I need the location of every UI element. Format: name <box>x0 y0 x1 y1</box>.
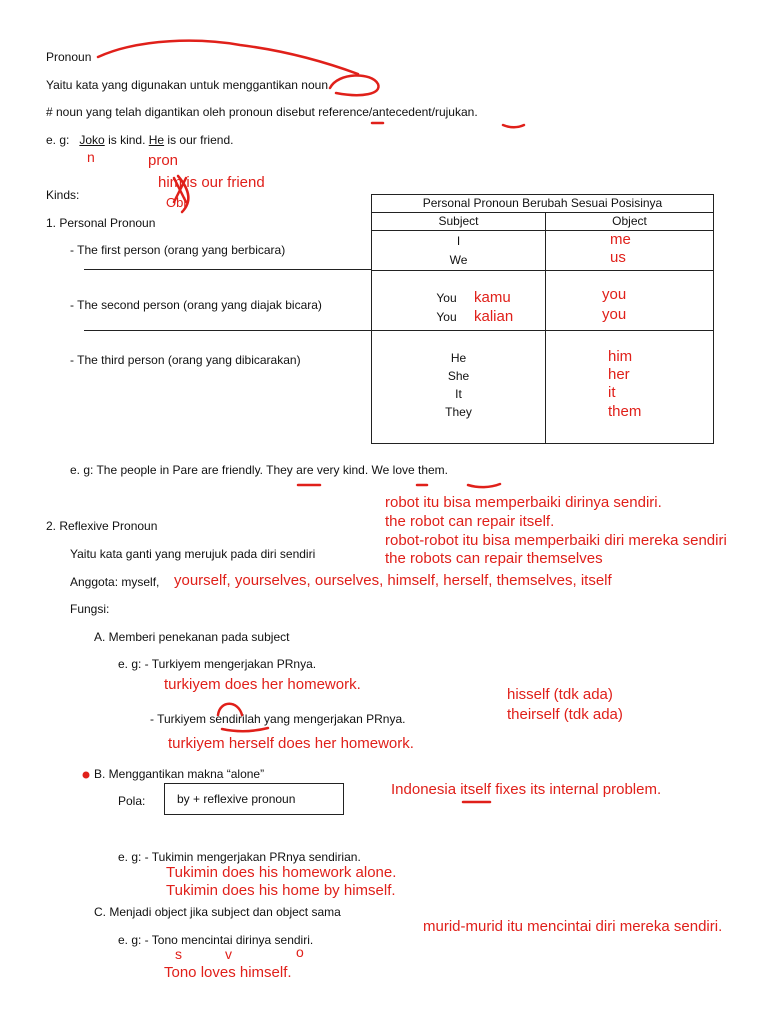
annotation-indonesia: Indonesia itself fixes its internal problem. <box>391 781 662 798</box>
noun-word: noun. <box>301 78 332 92</box>
reflexive-definition: Yaitu kata ganti yang merujuk pada diri sendiri <box>70 547 316 561</box>
annotation-obj: Obj <box>166 195 187 210</box>
rujukan-mark <box>503 125 524 127</box>
function-a-example-2 <box>150 712 405 726</box>
annotation-turkiyem-1: turkiyem does her homework. <box>164 676 361 693</box>
he-word: He <box>148 133 165 147</box>
subject-header: Subject <box>372 213 546 231</box>
annotation-him: him <box>608 348 633 365</box>
annotation-tukimin-1: Tukimin does his homework alone. <box>166 864 397 881</box>
subject-he: He <box>450 351 467 365</box>
a-ex2-post: yang mengerjakan PRnya. <box>260 712 406 726</box>
joko-word: Joko <box>79 133 105 147</box>
annotation-v: v <box>225 946 232 962</box>
annotation-hisself: hisself (tdk ada) <box>507 686 613 703</box>
we-word: We <box>371 463 390 477</box>
subject-they: They <box>445 405 472 419</box>
subject-you-2: You <box>436 310 457 324</box>
they-word: They <box>266 463 293 477</box>
annotation-anggota-list: yourself, yourselves, ourselves, himself, herself, themselves, itself <box>174 572 612 589</box>
annotation-you-2: you <box>602 306 627 323</box>
function-a-example-1: e. g: - Turkiyem mengerjakan PRnya. <box>118 657 317 671</box>
second-person-line: - The second person (orang yang diajak bicara) <box>70 298 322 312</box>
subject-she: She <box>447 369 470 383</box>
annotation-robot-2: the robot can repair itself. <box>385 513 555 530</box>
annotation-them: them <box>608 403 642 420</box>
anggota-label: Anggota: myself, <box>70 575 160 589</box>
subject-it: It <box>455 387 462 401</box>
definition-text: Yaitu kata yang digunakan untuk menggantikan <box>46 78 302 92</box>
function-b-example: e. g: - Tukimin mengerjakan PRnya sendirian. <box>118 850 361 864</box>
annotation-robot-1: robot itu bisa memperbaiki dirinya sendiri. <box>385 494 662 511</box>
annotation-turkiyem-2: turkiyem herself does her homework. <box>168 735 414 752</box>
example-1 <box>46 133 233 147</box>
pola-formula-box: by + reflexive pronoun <box>164 783 344 815</box>
function-c-example: e. g: - Tono mencintai dirinya sendiri. <box>118 933 314 947</box>
annotation-robot-4: the robots can repair themselves <box>385 550 603 567</box>
function-c: C. Menjadi object jika subject dan object sama <box>94 905 341 919</box>
example2-love: love <box>389 463 418 477</box>
annotation-her: her <box>608 366 630 383</box>
sendirilah-word: sendirilah <box>209 712 261 726</box>
annotation-robot-3: robot-robot itu bisa memperbaiki diri mereka sendiri <box>385 532 727 549</box>
first-person-line: - The first person (orang yang berbicara) <box>70 243 286 257</box>
reflexive-heading: 2. Reflexive Pronoun <box>46 519 158 533</box>
annotation-it: it <box>608 384 616 401</box>
object-header: Object <box>546 213 714 231</box>
subject-you-1: You <box>436 291 457 305</box>
annotation-kalian: kalian <box>474 308 514 325</box>
annotation-you-1: you <box>602 286 627 303</box>
fungsi-label: Fungsi: <box>70 602 110 616</box>
subject-cell-first <box>372 231 546 271</box>
annotation-tukimin-2: Tukimin does his home by himself. <box>166 882 396 899</box>
pola-label: Pola: <box>118 794 146 808</box>
annotation-us: us <box>610 249 626 266</box>
sendirilah-underline <box>222 728 268 731</box>
example-mid: is kind. <box>104 133 149 147</box>
annotation-n: n <box>87 149 95 165</box>
noun-circle <box>330 75 379 95</box>
annotation-s: s <box>175 946 182 962</box>
annotation-murid: murid-murid itu mencintai diri mereka sendiri. <box>423 918 723 935</box>
row-divider-2 <box>84 330 371 331</box>
example-prefix: e. g: <box>46 133 70 147</box>
reference-line: # noun yang telah digantikan oleh pronoun disebut reference/antecedent/rujukan. <box>46 105 478 119</box>
annotation-kamu: kamu <box>474 289 511 306</box>
function-a: A. Memberi penekanan pada subject <box>94 630 290 644</box>
example-end: is our friend. <box>164 133 234 147</box>
subject-cell-second <box>372 271 546 331</box>
example-2 <box>70 463 448 477</box>
subject-i: I <box>456 234 461 248</box>
annotation-me: me <box>610 231 631 248</box>
them-word: them. <box>418 463 449 477</box>
annotation-theirself: theirself (tdk ada) <box>507 706 623 723</box>
annotation-pron: pron <box>148 152 179 169</box>
kinds-label: Kinds: <box>46 188 80 202</box>
subject-cell-third <box>372 331 546 444</box>
example2-mid: are very kind. <box>292 463 372 477</box>
object-cell-second <box>546 271 714 331</box>
annotation-o: o <box>296 944 304 960</box>
personal-pronoun-table <box>371 194 714 444</box>
personal-pronoun-heading: 1. Personal Pronoun <box>46 216 156 230</box>
annotation-him-friend: him is our friend <box>158 174 265 191</box>
example2-prefix: e. g: The people in Pare are friendly. <box>70 463 267 477</box>
table-title: Personal Pronoun Berubah Sesuai Posisinya <box>372 195 714 213</box>
subject-we: We <box>449 253 468 267</box>
them-mark <box>468 484 500 487</box>
third-person-line: - The third person (orang yang dibicarakan) <box>70 353 301 367</box>
bullet-dot <box>83 772 90 779</box>
function-b: B. Menggantikan makna “alone” <box>94 767 265 781</box>
annotation-tono: Tono loves himself. <box>164 964 292 981</box>
a-ex2-pre: - Turkiyem <box>150 712 210 726</box>
page-title: Pronoun <box>46 50 92 64</box>
arc-stroke <box>98 41 358 74</box>
row-divider-1 <box>84 269 371 270</box>
definition-line <box>46 78 331 92</box>
